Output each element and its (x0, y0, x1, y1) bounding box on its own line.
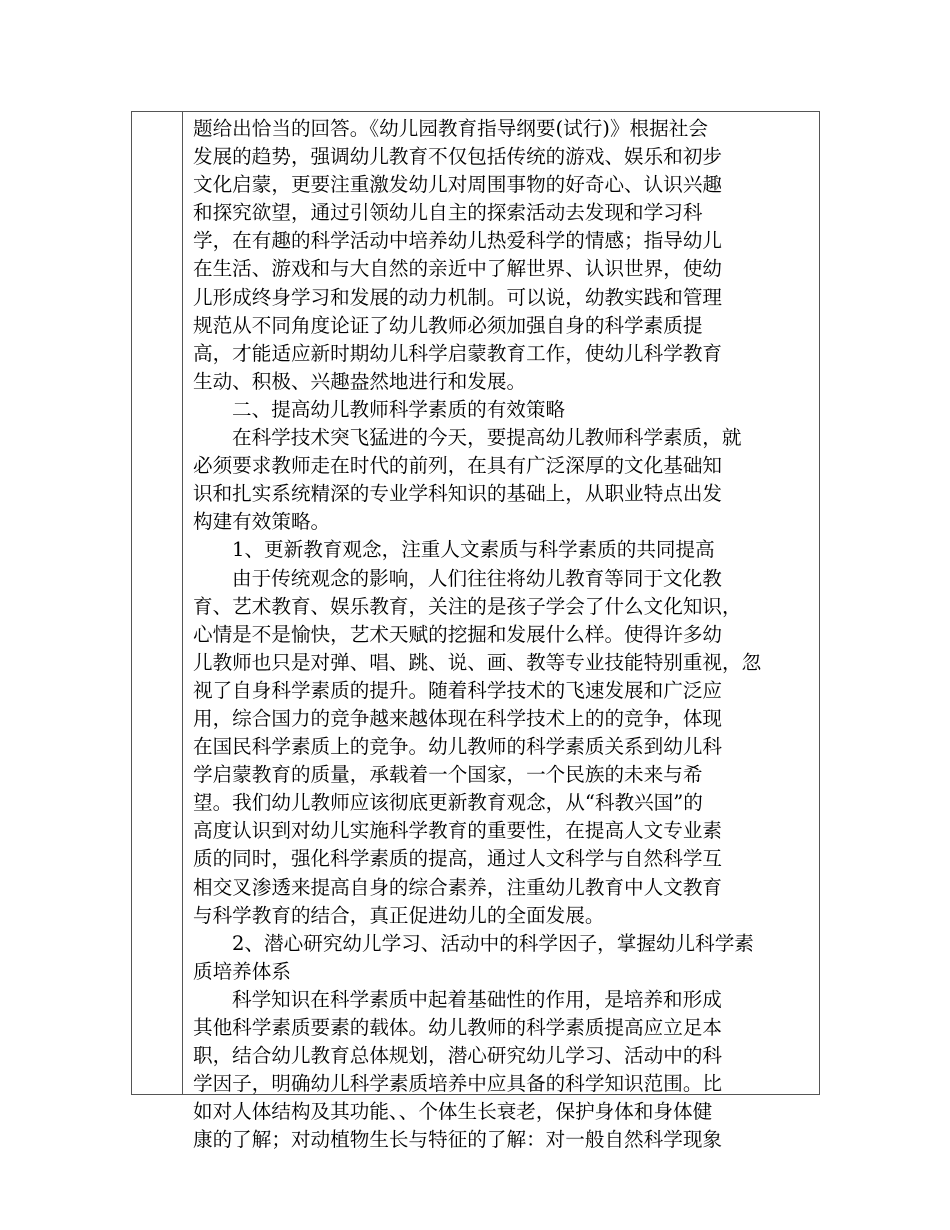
text-line: 学启蒙教育的质量，承载着一个国家，一个民族的未来与希 (193, 763, 703, 787)
text-line: 职，结合幼儿教育总体规划，潜心研究幼儿学习、活动中的科 (193, 1044, 723, 1068)
content-cell (183, 112, 819, 1152)
text-line: 育、艺术教育、娱乐教育，关注的是孩子学会了什么文化知识， (193, 594, 742, 618)
section-heading: 二、提高幼儿教师科学素质的有效策略 (232, 397, 566, 421)
text-line: 高度认识到对幼儿实施科学教育的重要性，在提高人文专业素 (193, 819, 723, 843)
text-line: 与科学教育的结合，真正促进幼儿的全面发展。 (193, 903, 605, 927)
text-line: 儿形成终身学习和发展的动力机制。可以说，幼教实践和管理 (193, 285, 723, 309)
text-line: 识和扎实系统精深的专业学科知识的基础上，从职业特点出发 (193, 482, 723, 506)
text-line: 必须要求教师走在时代的前列，在具有广泛深厚的文化基础知 (193, 454, 723, 478)
text-line: 质培养体系 (193, 959, 291, 983)
document-table (131, 111, 820, 1152)
text-line: 其他科学素质要素的载体。幼儿教师的科学素质提高应立足本 (193, 1016, 723, 1039)
document-body (193, 115, 815, 1154)
text-line: 规范从不同角度论证了幼儿教师必须加强自身的科学素质提 (193, 313, 703, 337)
text-line: 发展的趋势，强调幼儿教育不仅包括传统的游戏、娱乐和初步 (193, 145, 723, 169)
paragraph-first-line: 由于传统观念的影响，人们往往将幼儿教育等同于文化教 (232, 566, 722, 590)
left-column-cell (132, 112, 183, 1094)
subsection-heading: 1、更新教育观念，注重人文素质与科学素质的共同提高 (232, 538, 715, 562)
text-line: 学因子，明确幼儿科学素质培养中应具备的科学知识范围。比 (193, 1072, 723, 1096)
paragraph-first-line: 科学知识在科学素质中起着基础性的作用，是培养和形成 (232, 987, 722, 1011)
subsection-heading: 2、潜心研究幼儿学习、活动中的科学因子，掌握幼儿科学素 (232, 931, 754, 955)
text-line: 相交叉渗透来提高自身的综合素养，注重幼儿教育中人文教育 (193, 875, 723, 899)
text-line: 题给出恰当的回答。《幼儿园教育指导纲要(试行)》根据社会 (193, 117, 708, 140)
text-line: 视了自身科学素质的提升。随着科学技术的飞速发展和广泛应 (193, 678, 723, 702)
text-line: 儿教师也只是对弹、唱、跳、说、画、教等专业技能特别重视，忽 (193, 650, 762, 674)
text-line: 和探究欲望，通过引领幼儿自主的探索活动去发现和学习科 (193, 201, 703, 225)
text-line: 康的了解；对动植物生长与特征的了解：对一般自然科学现象 (193, 1128, 723, 1152)
text-line: 高，才能适应新时期幼儿科学启蒙教育工作，使幼儿科学教育 (193, 341, 723, 365)
text-line: 文化启蒙，更要注重激发幼儿对周围事物的好奇心、认识兴趣 (193, 173, 723, 197)
text-line: 如对人体结构及其功能、、个体生长衰老，保护身体和身体健 (193, 1100, 713, 1124)
text-line: 构建有效策略。 (193, 510, 331, 534)
text-line: 在国民科学素质上的竞争。幼儿教师的科学素质关系到幼儿科 (193, 735, 723, 759)
text-line: 用，综合国力的竞争越来越体现在科学技术上的的竞争，体现 (193, 706, 723, 730)
text-line: 学，在有趣的科学活动中培养幼儿热爱科学的情感；指导幼儿 (193, 229, 723, 253)
text-line: 望。我们幼儿教师应该彻底更新教育观念，从“科教兴国”的 (193, 791, 703, 815)
paragraph-first-line: 在科学技术突飞猛进的今天，要提高幼儿教师科学素质，就 (232, 426, 742, 450)
text-line: 心情是不是愉快，艺术天赋的挖掘和发展什么样。使得许多幼 (193, 622, 723, 646)
text-line: 质的同时，强化科学素质的提高，通过人文科学与自然科学互 (193, 847, 723, 871)
text-line: 在生活、游戏和与大自然的亲近中了解世界、认识世界，使幼 (193, 257, 723, 281)
text-line: 生动、积极、兴趣盎然地进行和发展。 (193, 369, 527, 393)
